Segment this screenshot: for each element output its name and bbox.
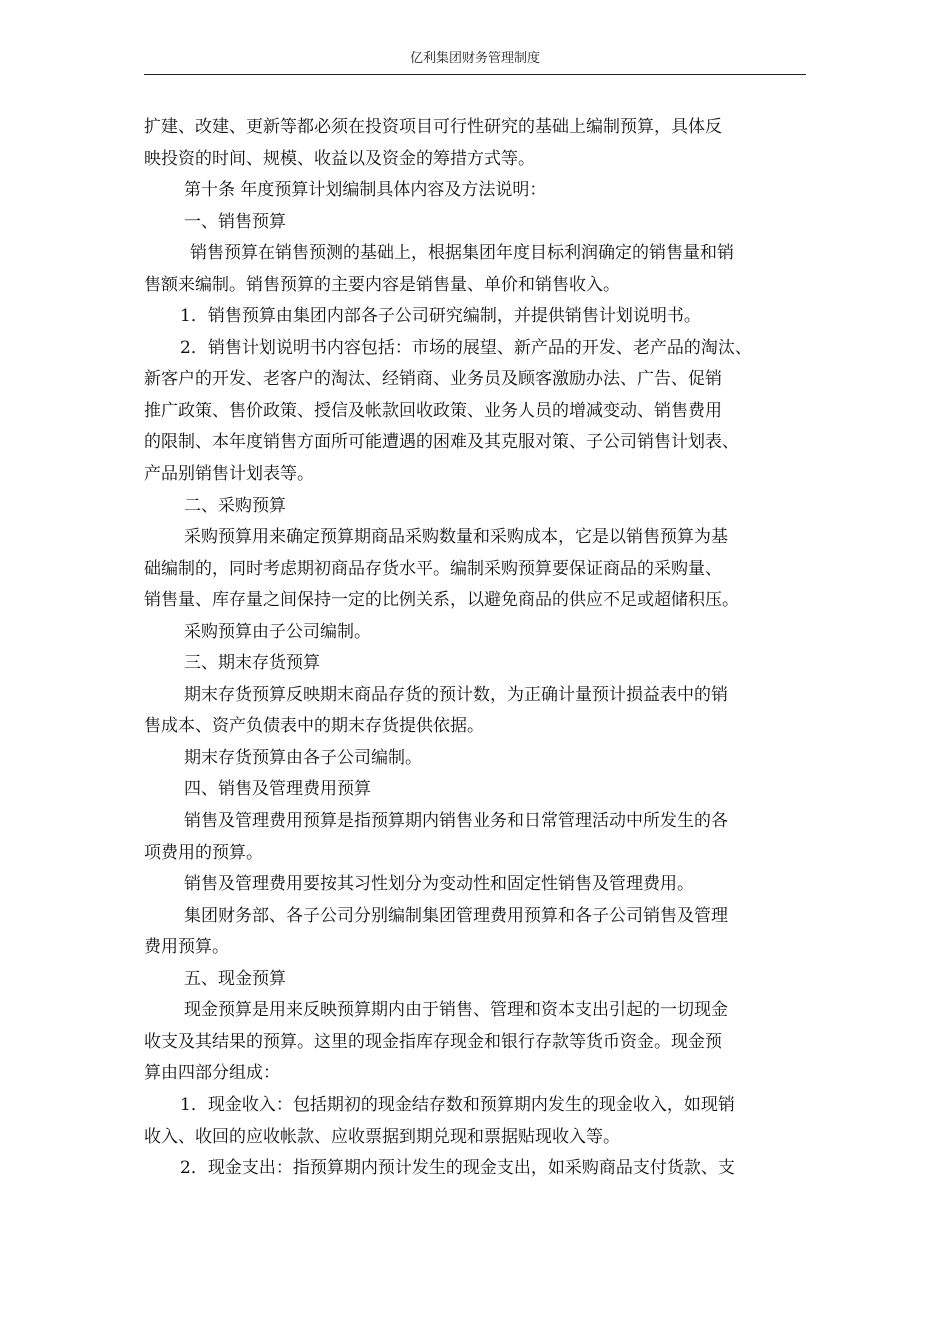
text-line: 2．销售计划说明书内容包括：市场的展望、新产品的开发、老产品的淘汰、 <box>180 337 752 358</box>
text-line: 算由四部分组成： <box>144 1063 280 1084</box>
text-line: 售额来编制。销售预算的主要内容是销售量、单价和销售收入。 <box>144 274 620 295</box>
text-line: 第十条 年度预算计划编制具体内容及方法说明： <box>184 180 547 201</box>
text-line: 期末存货预算反映期末商品存货的预计数，为正确计量预计损益表中的销 <box>184 684 728 705</box>
text-line: 集团财务部、各子公司分别编制集团管理费用预算和各子公司销售及管理 <box>184 905 728 926</box>
text-line: 采购预算由子公司编制。 <box>184 621 371 642</box>
text-line: 1．销售预算由集团内部各子公司研究编制，并提供销售计划说明书。 <box>180 306 701 327</box>
text-line: 2．现金支出：指预算期内预计发生的现金支出，如采购商品支付货款、支 <box>180 1158 735 1179</box>
text-line: 销售及管理费用要按其习性划分为变动性和固定性销售及管理费用。 <box>184 874 694 895</box>
text-line: 收支及其结果的预算。这里的现金指库存现金和银行存款等货币资金。现金预 <box>144 1031 722 1052</box>
text-line: 收入、收回的应收帐款、应收票据到期兑现和票据贴现收入等。 <box>144 1126 620 1147</box>
text-line: 销售及管理费用预算是指预算期内销售业务和日常管理活动中所发生的各 <box>184 811 728 832</box>
text-line: 的限制、本年度销售方面所可能遭遇的困难及其克服对策、子公司销售计划表、 <box>144 432 739 453</box>
text-line: 三、期末存货预算 <box>184 653 320 674</box>
text-line: 一、销售预算 <box>184 211 286 232</box>
document-body <box>144 112 808 1185</box>
text-line: 扩建、改建、更新等都必须在投资项目可行性研究的基础上编制预算，具体反 <box>144 117 722 137</box>
text-line: 产品别销售计划表等。 <box>144 464 314 485</box>
text-line: 销售预算在销售预测的基础上，根据集团年度目标利润确定的销售量和销 <box>190 243 734 264</box>
text-line: 期末存货预算由各子公司编制。 <box>184 747 422 768</box>
page-header: 亿利集团财务管理制度 <box>144 50 806 75</box>
text-line: 采购预算用来确定预算期商品采购数量和采购成本，它是以销售预算为基 <box>184 527 728 548</box>
text-line: 现金预算是用来反映预算期内由于销售、管理和资本支出引起的一切现金 <box>184 1000 728 1021</box>
text-line: 新客户的开发、老客户的淘汰、经销商、业务员及顾客激励办法、广告、促销 <box>144 369 722 390</box>
text-line: 推广政策、售价政策、授信及帐款回收政策、业务人员的增减变动、销售费用 <box>144 400 722 421</box>
text-line: 售成本、资产负债表中的期末存货提供依据。 <box>144 716 484 737</box>
text-line: 费用预算。 <box>144 937 229 958</box>
text-line: 1．现金收入：包括期初的现金结存数和预算期内发生的现金收入，如现销 <box>180 1094 735 1115</box>
text-line: 映投资的时间、规模、收益以及资金的筹措方式等。 <box>144 148 535 169</box>
text-line: 五、现金预算 <box>184 968 286 989</box>
text-line: 销售量、库存量之间保持一定的比例关系，以避免商品的供应不足或超储积压。 <box>144 590 739 611</box>
text-line: 二、采购预算 <box>184 495 286 516</box>
text-line: 础编制的，同时考虑期初商品存货水平。编制采购预算要保证商品的采购量、 <box>144 558 722 579</box>
text-line: 四、销售及管理费用预算 <box>184 779 371 800</box>
text-line: 项费用的预算。 <box>144 842 263 863</box>
